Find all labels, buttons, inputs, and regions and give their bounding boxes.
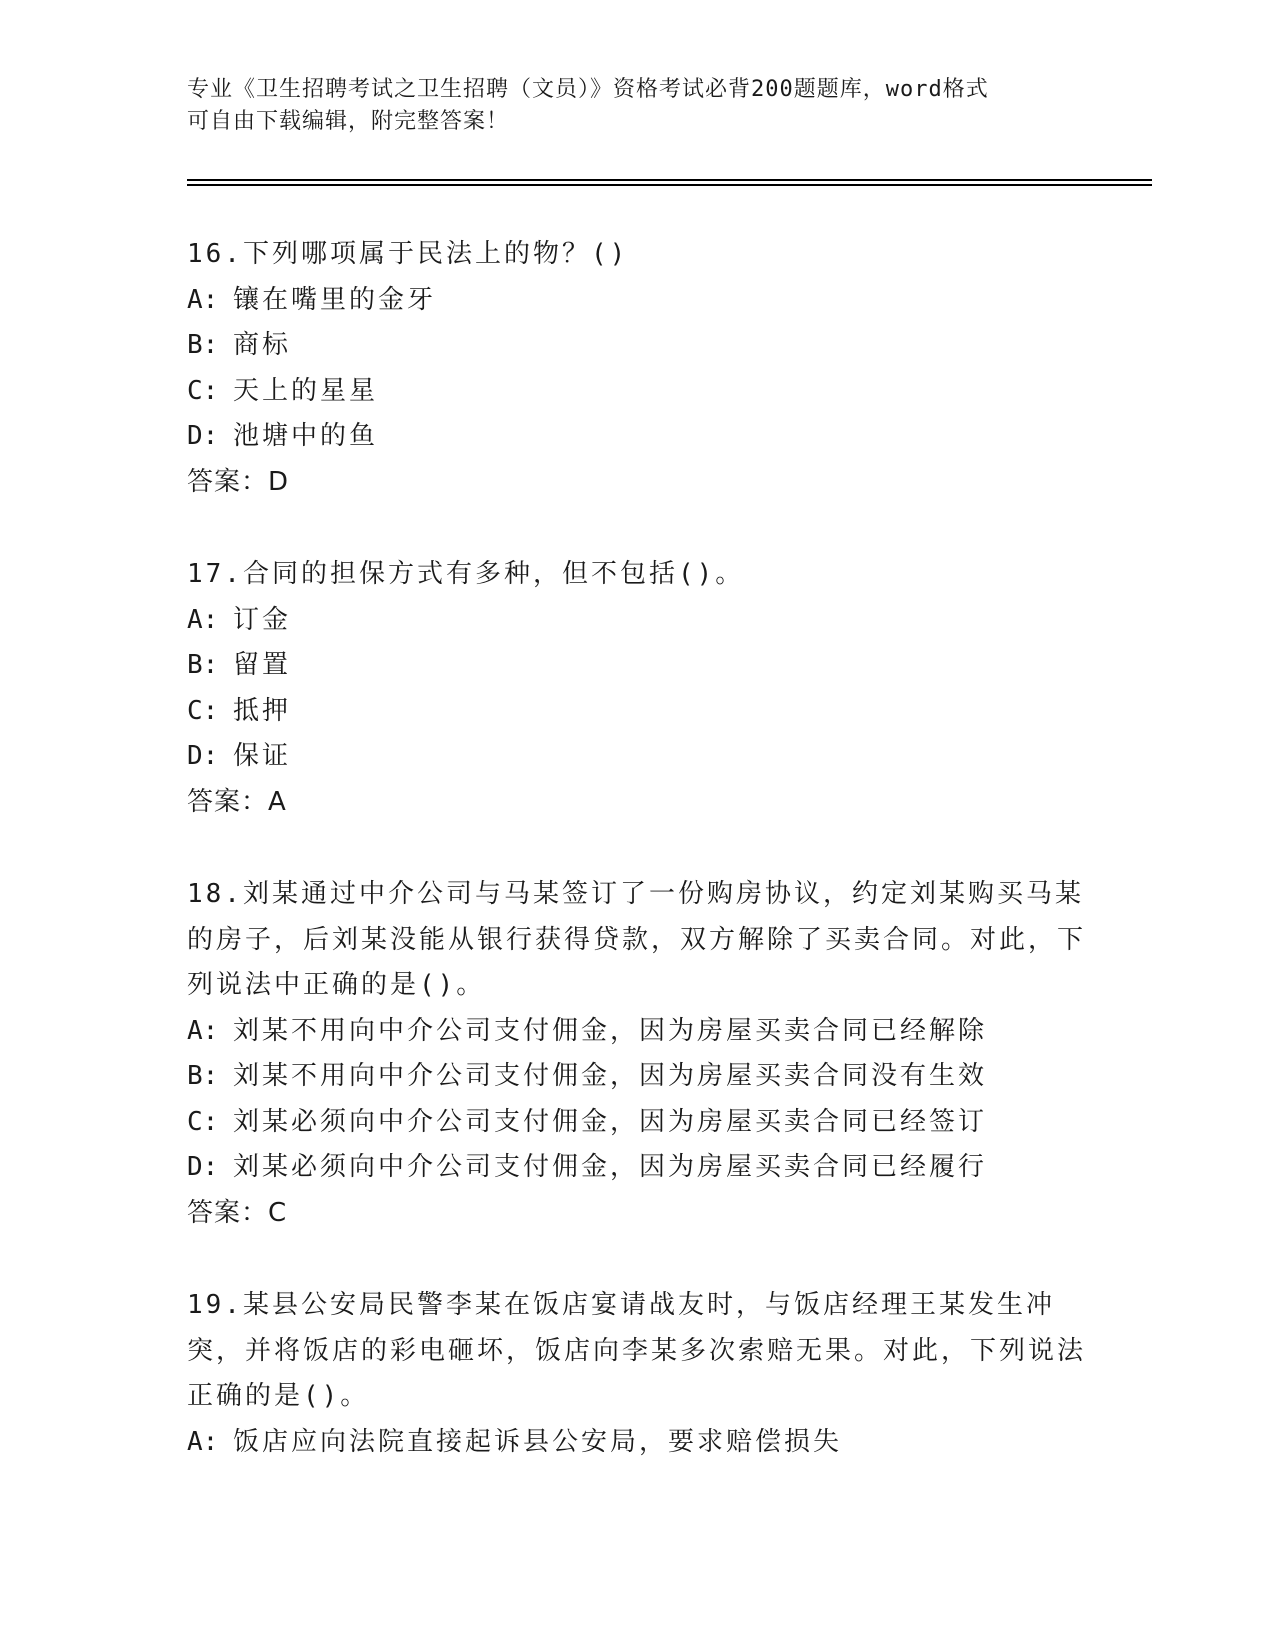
option-text: 饭店应向法院直接起诉县公安局，要求赔偿损失 xyxy=(233,1426,843,1457)
option-c xyxy=(187,689,1087,735)
question-17 xyxy=(187,552,1087,825)
question-text: 16.下列哪项属于民法上的物？() xyxy=(187,239,629,269)
option-text: 商标 xyxy=(233,330,292,360)
option-a xyxy=(187,278,1087,324)
question-18 xyxy=(187,872,1087,1236)
option-d xyxy=(187,1145,1087,1191)
option-text: 抵押 xyxy=(233,695,292,726)
option-letter: C: xyxy=(187,695,219,726)
option-text: 天上的星星 xyxy=(233,375,379,406)
option-c xyxy=(187,369,1087,415)
option-letter: D: xyxy=(187,1152,219,1182)
answer-line: 答案：D xyxy=(187,466,290,497)
option-text: 订金 xyxy=(233,604,292,635)
option-letter: A: xyxy=(187,284,219,315)
option-text: 刘某必须向中介公司支付佣金，因为房屋买卖合同已经签订 xyxy=(233,1106,988,1137)
option-letter: D: xyxy=(187,741,219,771)
option-b xyxy=(187,1054,1087,1100)
option-text: 镶在嘴里的金牙 xyxy=(233,284,437,315)
option-d xyxy=(187,734,1087,780)
option-text: 刘某不用向中介公司支付佣金，因为房屋买卖合同没有生效 xyxy=(233,1061,988,1091)
header-divider-top xyxy=(187,179,1152,181)
option-text: 刘某必须向中介公司支付佣金，因为房屋买卖合同已经履行 xyxy=(233,1152,988,1182)
header-line-1: 专业《卫生招聘考试之卫生招聘（文员）》资格考试必背200题题库，word格式 xyxy=(187,77,989,102)
option-letter: B: xyxy=(187,650,219,680)
question-text: 18.刘某通过中介公司与马某签订了一份购房协议，约定刘某购买马某的房子，后刘某没能从银行获得贷款，双方解除了买卖合同。对此，下列说法中正确的是()。 xyxy=(187,879,1087,1000)
header-divider-bottom xyxy=(187,184,1152,186)
option-text: 池塘中的鱼 xyxy=(233,421,379,451)
option-letter: C: xyxy=(187,1106,219,1137)
document-header xyxy=(187,74,1067,138)
question-19 xyxy=(187,1283,1087,1465)
question-text: 17.合同的担保方式有多种，但不包括()。 xyxy=(187,559,745,589)
option-text: 刘某不用向中介公司支付佣金，因为房屋买卖合同已经解除 xyxy=(233,1015,988,1046)
option-letter: A: xyxy=(187,604,219,635)
option-b xyxy=(187,643,1087,689)
answer-line: 答案：C xyxy=(187,1197,288,1228)
question-16 xyxy=(187,232,1087,505)
option-letter: C: xyxy=(187,375,219,406)
option-a xyxy=(187,1420,1087,1466)
option-letter: A: xyxy=(187,1015,219,1046)
option-a xyxy=(187,598,1087,644)
question-list xyxy=(187,232,1087,1512)
option-letter: A: xyxy=(187,1426,219,1457)
option-d xyxy=(187,414,1087,460)
option-a xyxy=(187,1009,1087,1055)
option-text: 留置 xyxy=(233,650,292,680)
option-letter: D: xyxy=(187,421,219,451)
question-text: 19.某县公安局民警李某在饭店宴请战友时，与饭店经理王某发生冲突，并将饭店的彩电砸坏，饭店向李某多次索赔无果。对此，下列说法正确的是()。 xyxy=(187,1290,1087,1411)
header-line-2: 可自由下载编辑，附完整答案！ xyxy=(187,109,510,134)
option-letter: B: xyxy=(187,1061,219,1091)
option-c xyxy=(187,1100,1087,1146)
option-letter: B: xyxy=(187,330,219,360)
option-text: 保证 xyxy=(233,741,292,771)
answer-line: 答案：A xyxy=(187,786,287,817)
option-b xyxy=(187,323,1087,369)
